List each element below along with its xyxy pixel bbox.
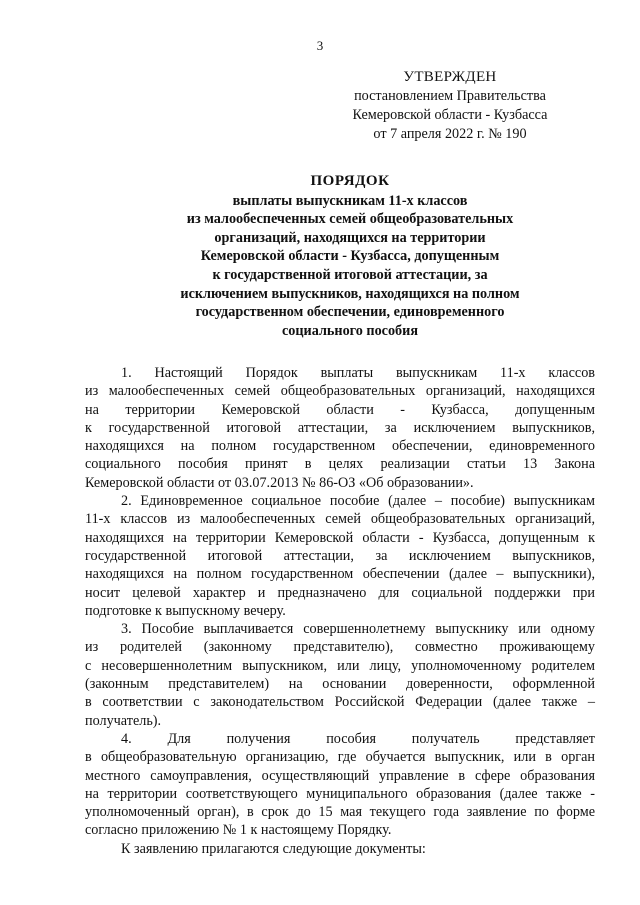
title-line: Кемеровской области - Кузбасса, допущенным [200, 248, 500, 265]
title-line: социального пособия [281, 322, 419, 339]
document-body [85, 364, 595, 858]
approval-line-3: от 7 апреля 2022 г. № 190 [373, 126, 527, 142]
body-line: 4. Для получения пособия получатель представляет [121, 730, 595, 747]
title-line: организаций, находящихся на территории [214, 229, 486, 246]
page-number: 3 [316, 38, 324, 53]
approval-line-1: постановлением Правительства [354, 88, 546, 104]
body-line: согласно приложению № 1 к настоящему Порядку. [85, 822, 392, 839]
body-line: из малообеспеченных семей общеобразовательных организаций, находящихся [85, 383, 595, 400]
title-line: государственном обеспечении, единовременного [195, 304, 505, 321]
body-line: (законным представителем) на основании доверенности, оформленной [85, 676, 595, 693]
title-line: к государственной итоговой аттестации, за [212, 266, 488, 283]
document-title [100, 172, 600, 340]
body-line: на территории Кемеровской области - Кузбасса, допущенным [85, 401, 595, 418]
body-line: находящихся на полном государственном обеспечении (далее – выпускники), [85, 566, 595, 583]
title-heading: ПОРЯДОК [310, 173, 390, 189]
body-line: государственной итоговой аттестации, за исключением выпускников, [85, 547, 595, 564]
body-line: находящихся на территории Кемеровской области - Кузбасса, допущенным к [85, 529, 595, 546]
body-line: 3. Пособие выплачивается совершеннолетнему выпускнику или одному [121, 621, 595, 638]
body-line: уполномоченный орган), в срок до 15 мая текущего года заявление по форме [85, 804, 595, 821]
title-line: исключением выпускников, находящихся на полном [180, 285, 520, 302]
body-line: местного самоуправления, осуществляющий управление в сфере образования [85, 767, 595, 784]
body-line: социального пособия принят в целях реализации статьи 13 Закона [85, 456, 595, 473]
body-line: получатель). [85, 712, 162, 729]
body-line: находящихся на полном государственном обеспечении, единовременного [85, 438, 595, 455]
body-line: к государственной итоговой аттестации, за исключением выпускников, [85, 419, 595, 436]
body-line: в общеобразовательную организацию, где обучается выпускник, или в орган [85, 749, 595, 766]
body-line: 11-х классов из малообеспеченных семей общеобразовательных организаций, [85, 511, 595, 528]
approval-line-2: Кемеровской области - Кузбасса [352, 107, 548, 123]
body-line: носит целевой характер и предназначено для социальной поддержки при [85, 584, 595, 601]
body-line: Кемеровской области от 03.07.2013 № 86-ОЗ «Об образовании». [85, 474, 474, 491]
approved-label: УТВЕРЖДЕН [403, 69, 497, 85]
body-line: на территории соответствующего муниципального образования (далее также - [85, 785, 595, 802]
body-line: 2. Единовременное социальное пособие (далее – пособие) выпускникам [121, 493, 595, 510]
body-line: в соответствии с законодательством Российской Федерации (далее также – [85, 694, 595, 711]
body-line: К заявлению прилагаются следующие документы: [121, 840, 426, 857]
body-line: 1. Настоящий Порядок выплаты выпускникам 11-х классов [121, 365, 595, 381]
title-line: выплаты выпускникам 11-х классов [232, 192, 468, 209]
body-line: из родителей (законному представителю), совместно проживающему [85, 639, 595, 656]
body-line: с несовершеннолетним выпускником, или лицу, уполномоченному родителем [85, 657, 595, 674]
title-line: из малообеспеченных семей общеобразовательных [186, 211, 514, 228]
approval-stamp [340, 68, 560, 144]
body-line: подготовке к выпускному вечеру. [85, 602, 286, 619]
